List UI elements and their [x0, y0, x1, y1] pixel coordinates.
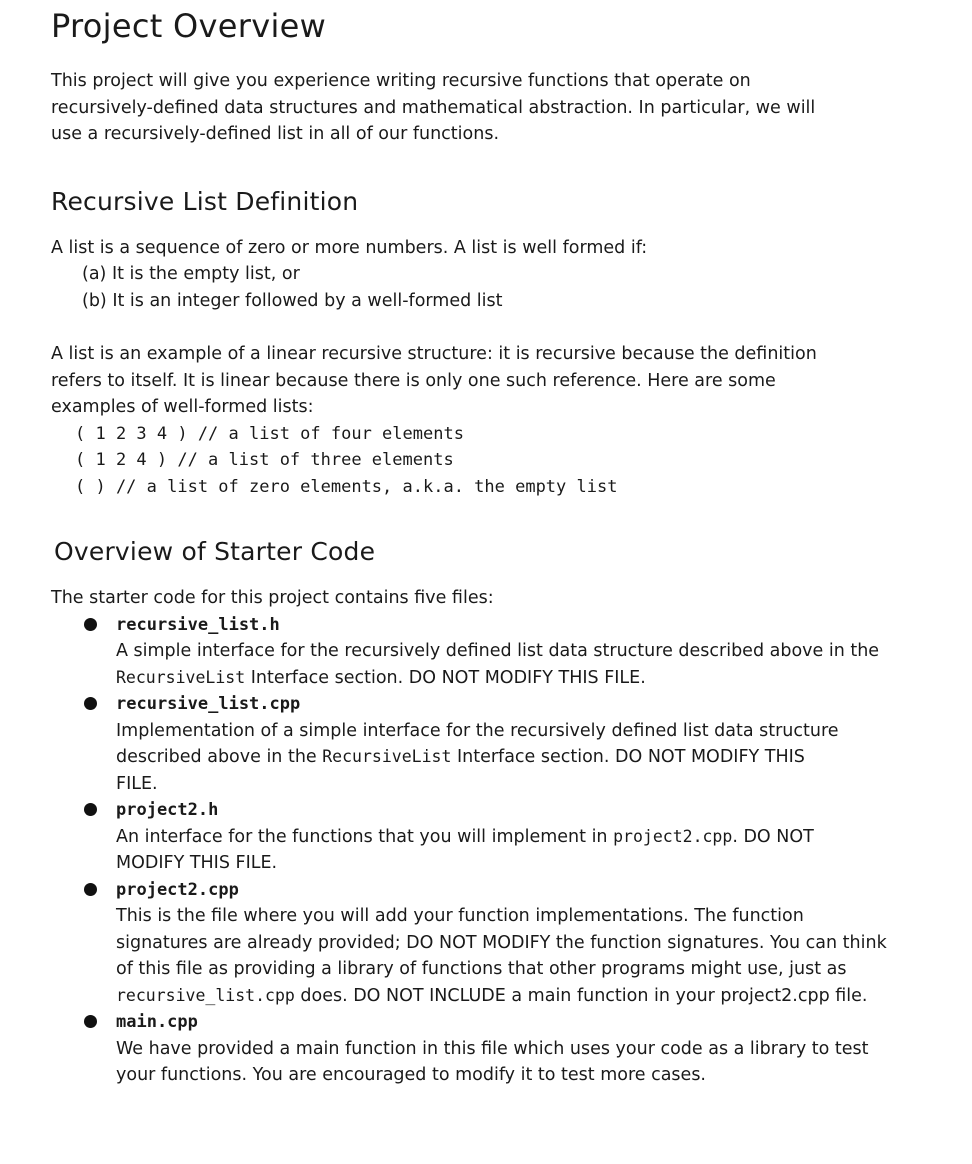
- document-page: [51, 0, 931, 1089]
- section-heading-definition: Recursive List Definition: [51, 186, 359, 216]
- page-title: Project Overview: [51, 7, 327, 45]
- file-name: recursive_list.cpp: [116, 694, 301, 714]
- file-name: recursive_list.h: [116, 614, 280, 635]
- bullet-icon: [84, 1015, 97, 1028]
- file-description: We have provided a main function in this file which uses your code as a library to test your functions. You are encouraged to modify it to test more cases.: [116, 1038, 869, 1085]
- intro-paragraph: This project will give you experience writing recursive functions that operate on recursively-defined data structures and mathematical abstraction. In particular, we will use a recursively-defined list in all of our functions.: [51, 71, 816, 144]
- file-description: This is the file where you will add your function implementations. The function signatures are already provided; DO NOT MODIFY the function signatures. You can think of this file as providing a library of functions that other programs might use, just as recursive_list.cpp does. DO NOT INCLUDE a main function in your project2.cpp file.: [116, 906, 887, 1006]
- bullet-icon: [84, 618, 97, 631]
- example-list-three: ( 1 2 4 ) // a list of three elements: [75, 450, 454, 470]
- file-name: project2.h: [116, 800, 219, 820]
- list-item: [51, 612, 931, 692]
- bullet-icon: [84, 803, 97, 816]
- file-description: Implementation of a simple interface for the recursively defined list data structure described above in the RecursiveList Interface section. DO NOT MODIFY THIS FILE.: [116, 720, 839, 794]
- file-name: project2.cpp: [116, 879, 239, 900]
- file-list: [51, 612, 931, 1089]
- condition-b: (b) It is an integer followed by a well-formed list: [82, 290, 503, 311]
- starter-lead: The starter code for this project contains five files:: [51, 588, 494, 608]
- definition-explanation: A list is an example of a linear recursive structure: it is recursive because the definition refers to itself. It is linear because there is only one such reference. Here are some examples of well-formed lists:: [51, 344, 817, 417]
- list-item: [51, 1009, 931, 1089]
- list-item: [51, 877, 931, 1010]
- file-name: main.cpp: [116, 1012, 198, 1032]
- bullet-icon: [84, 697, 97, 710]
- list-item: [51, 691, 931, 797]
- bullet-icon: [84, 883, 97, 896]
- condition-a: (a) It is the empty list, or: [82, 264, 300, 284]
- section-heading-starter: Overview of Starter Code: [54, 537, 376, 566]
- file-description: An interface for the functions that you will implement in project2.cpp. DO NOT MODIFY THIS FILE.: [116, 826, 814, 873]
- file-description: A simple interface for the recursively defined list data structure described above in the RecursiveList Interface section. DO NOT MODIFY THIS FILE.: [116, 641, 880, 688]
- example-list-four: ( 1 2 3 4 ) // a list of four elements: [75, 423, 464, 444]
- list-item: [51, 797, 931, 877]
- example-list-empty: ( ) // a list of zero elements, a.k.a. the empty list: [75, 476, 618, 497]
- definition-lead: A list is a sequence of zero or more numbers. A list is well formed if:: [51, 237, 648, 258]
